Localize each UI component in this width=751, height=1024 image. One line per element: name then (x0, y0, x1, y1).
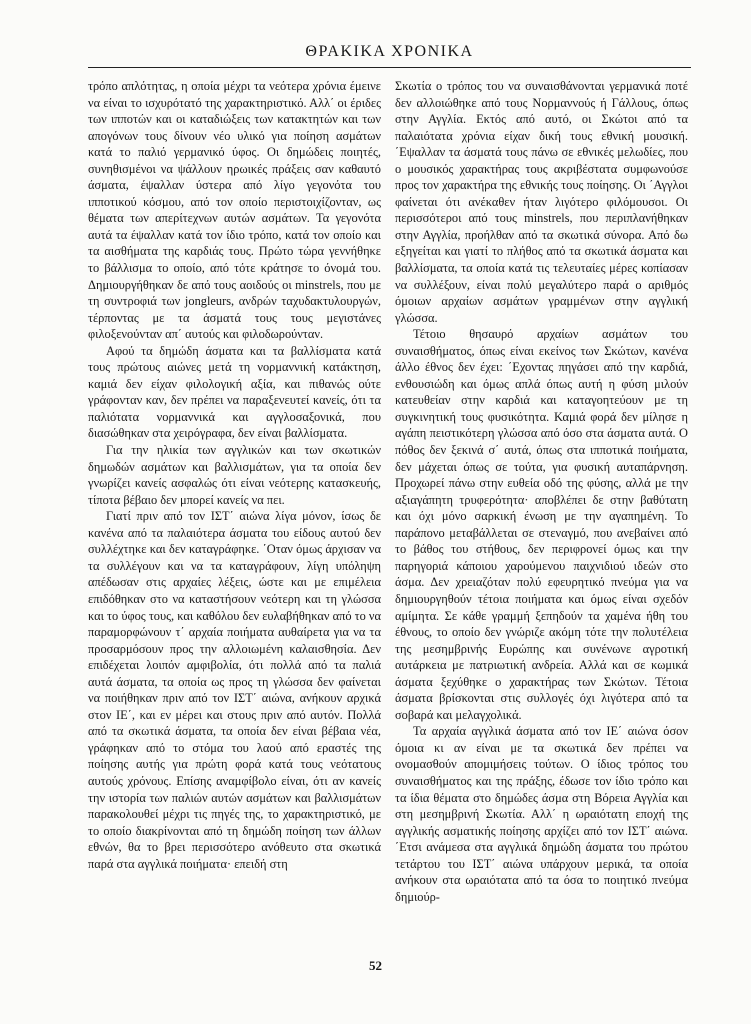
running-header (88, 41, 691, 68)
paragraph: Τέτοιο θησαυρό αρχαίων ασμάτων του συναισθήματος, όπως είναι εκείνος των Σκώτων, κανένα άλλο έθνος δεν έχει: ΄Εχοντας πηγάσει από την καρδιά, ενθουσιώδη και όμως απλά όπως αυτή η φύση μιλούν κατευθείαν στην καρδιά και καταγοητεύουν με τη συγκινητική τους φυσικότητα. Καμιά φορά δεν μίλησε η αγάπη πειστικότερη γλώσσα από όσο στα άσματα αυτά. Ο πόθος δεν ξεκινά σ΄ αυτά, όπως στα ιπποτικά ποιήματα, δεν μάχεται όπως σε τούτα, για φυσική αυταπάρνηση. Προχωρεί πάνω στην ευθεία οδό της φύσης, αλλά με την αξιαγάπητη τρυφερότητα· αποβλέπει δε στην βαθύτατη και όχι μόνο σαρκική ένωση με την αγαπημένη. Το παράπονο μεταβάλλεται σε στεναγμό, που ανεβαίνει από το βάθος του στήθους, δεν περιφρονεί όμως και την παρηγοριά κάποιου χαρούμενου παιχνιδιού ιδεών στο άσμα. Δεν χρειαζόταν πολύ εφευρητικό πνεύμα για να δημιουργηθούν τέτοια ποιήματα και όμως είναι σχεδόν αμίμητα. Σε κάθε γραμμή ξεπηδούν τα χαμένα ήθη του έθνους, το οποίο δεν γνώριζε ακόμη τότε την πολυτέλεια της μεσημβρινής Ευρώπης και συνένωνε αγροτική αυτάρκεια με πατριωτική ανδρεία. Αλλά και σε κωμικά άσματα ξεχύθηκε ο χαρακτήρας των Σκώτων. Τέτοια άσματα βρίσκονται στις συλλογές όχι λιγότερα από τα σοβαρά και μελαγχολικά. (395, 327, 688, 722)
paragraph: Γιατί πριν από τον ΙΣΤ΄ αιώνα λίγα μόνον, ίσως δε κανένα από τα παλαιότερα άσματα του είδους αυτού δεν συλλέχτηκε και δεν καταγράφηκε. ΄Οταν όμως άρχισαν να τα συλλέγουν και να τα καταγράφουν, λίγη υπόληψη απέδωσαν στις αρχαίες λέξεις, ώστε και με επιμέλεια επιδόθηκαν στο να καταστήσουν νεότερη και τη γλώσσα και το ύφος τους, και καθόλου δεν ευλαβήθηκαν από το να παραμορφώνουν τ΄ αρχαία ποιήματα αυθαίρετα για να τα προσαρμόσουν προς την αλλοιωμένη καλαισθησία. Δεν επιδέχεται λοιπόν αμφιβολία, ότι πολλά από τα παλιά αυτά άσματα, τα οποία ως προς τη γλώσσα δεν φαίνεται να ποιήθηκαν πριν από τον ΙΣΤ΄ αιώνα, ανήκουν αρχικά στον ΙΕ΄, και εν μέρει και στους πριν από αυτόν. Πολλά από τα σκωτικά άσματα, τα οποία δεν είναι βέβαια νέα, γράφηκαν από το στόμα του λαού από εραστές της ποίησης αυτής για πρώτη φορά κατά τους νεότατους αυτούς χρόνους. Επίσης αναμφίβολο είναι, ότι αν κανείς την ιστορία των παλιών αυτών ασμάτων και βαλλισμάτων παρακολουθεί μέχρι τις πηγές της, το χαρακτηριστικό, με το οποίο διακρίνονται από τη δημώδη ποίηση των άλλων εθνών, θα το βρει περισσότερο ανόθευτο στα σκωτικά παρά στα αγγλικά ποιήματα· επειδή στη (88, 509, 381, 871)
paragraph: τρόπο απλότητας, η οποία μέχρι τα νεότερα χρόνια έμεινε να είναι το ισχυρότατό της χαρακτηριστικό. Αλλ΄ οι έριδες των ιπποτών και οι καταδιώξεις των κατακτητών και των απογόνων τους δίνουν νέο υλικό για ποίηση ασμάτων κατά το παλιό γερμανικό ύφος. Οι δημώδεις ποιητές, συνηθισμένοι να ψάλλουν ηρωικές πράξεις σαν καθαυτό άσματα, έψαλλαν ύστερα από λίγο γεγονότα του ιπποτικού κόσμου, από τον οποίο περιστοιχίζονταν, ως θέματα των απερίτεχνων αυτών ασμάτων. Τα γεγονότα αυτά τα έψαλλαν κατά τον ίδιο τρόπο, κατά τον οποίο και τα αισθήματα της καρδιάς τους. Πρώτο τώρα γεννήθηκε το βάλλισμα το οποίο, από τότε κράτησε το όνομά του. Δημιουργήθηκαν δε από τους αοιδούς οι minstrels, που με τη συντροφιά των jongleurs, ανδρών ταχυδακτυλουργών, τέρποντας με τα άσματά τους τους μεγιστάνες φιλοξενούνταν απ΄ αυτούς και φιλοδωρούνταν. (88, 79, 381, 342)
paragraph: Σκωτία ο τρόπος του να συναισθάνονται γερμανικά ποτέ δεν αλλοιώθηκε από τους Νορμαννούς ή Γάλλους, όπως στην Αγγλία. Εκτός από αυτό, οι Σκώτοι από τα παλαιότατα χρόνια είχαν δική τους εθνική μουσική. ΄Εψαλλαν τα άσματά τους πάνω σε εθνικές μελωδίες, που ο μουσικός χαρακτήρας τους ακριβέστατα συμφωνούσε προς τον χαρακτήρα της εθνικής τους ποίησης. Οι ΄Αγγλοι φαίνεται ότι ανέκαθεν ήταν λιγότερο φιλόμουσοι. Οι περισσότεροι από τους minstrels, που περιπλανήθηκαν στην Αγγλία, προήλθαν από τα σκωτικά σύνορα. Από δω εξηγείται και γιατί το πλήθος από τα σκωτικά άσματα και βαλλίσματα, τα οποία κατά τις τελευταίες μέρες κοπίασαν να συλλέξουν, είναι πολύ μεγαλύτερο παρά ο αριθμός όμοιων αρχαίων ασμάτων γραμμένων στην αγγλική γλώσσα. (395, 79, 688, 325)
journal-title: ΘΡΑΚΙΚΑ ΧΡΟΝΙΚΑ (305, 43, 474, 60)
right-column (395, 78, 688, 905)
paragraph: Τα αρχαία αγγλικά άσματα από τον ΙΕ΄ αιώνα όσον όμοια κι αν είναι με τα σκωτικά δεν πρέπει να ονομασθούν απομιμήσεις τούτων. Ο ίδιος τρόπος του συναισθήματος και της πράξης, έδωσε τον ίδιο τρόπο και τα ίδια θέματα στο δημώδες άσμα στη Βόρεια Αγγλία και στη μεσημβρινή Σκωτία. Αλλ΄ η ωραιότατη εποχή της αγγλικής ασματικής ποίησης αρχίζει από τον ΙΣΤ΄ αιώνα. ΄Ετσι ανάμεσα στα αγγλικά δημώδη άσματα του πρώτου τετάρτου του ΙΣΤ΄ αιώνα υπάρχουν μερικά, τα οποία ανήκουν στα ωραιότατα από τα όσα το ποιητικό πνεύμα δημιούρ- (395, 724, 688, 904)
left-column (88, 78, 381, 872)
page-number: 52 (369, 958, 382, 973)
paragraph: Αφού τα δημώδη άσματα και τα βαλλίσματα κατά τους πρώτους αιώνες μετά τη νορμαννική κατάκτηση, καμιά δεν είχαν φιλολογική αξία, και πιθανώς ούτε γράφονταν καν, δεν πρέπει να παραξενευτεί κανείς, ότι τα παλιότατα νορμαννικά και αγγλοσαξονικά, που διασώθηκαν στα χειρόγραφα, δεν είναι βαλλίσματα. (88, 343, 381, 441)
paragraph: Για την ηλικία των αγγλικών και των σκωτικών δημωδών ασμάτων και βαλλισμάτων, για τα οποία δεν γνωρίζει κανείς ασφαλώς ότι είναι νεότερης κατασκευής, τίποτα βέβαιο δεν μπορεί κανείς να πει. (88, 443, 381, 507)
